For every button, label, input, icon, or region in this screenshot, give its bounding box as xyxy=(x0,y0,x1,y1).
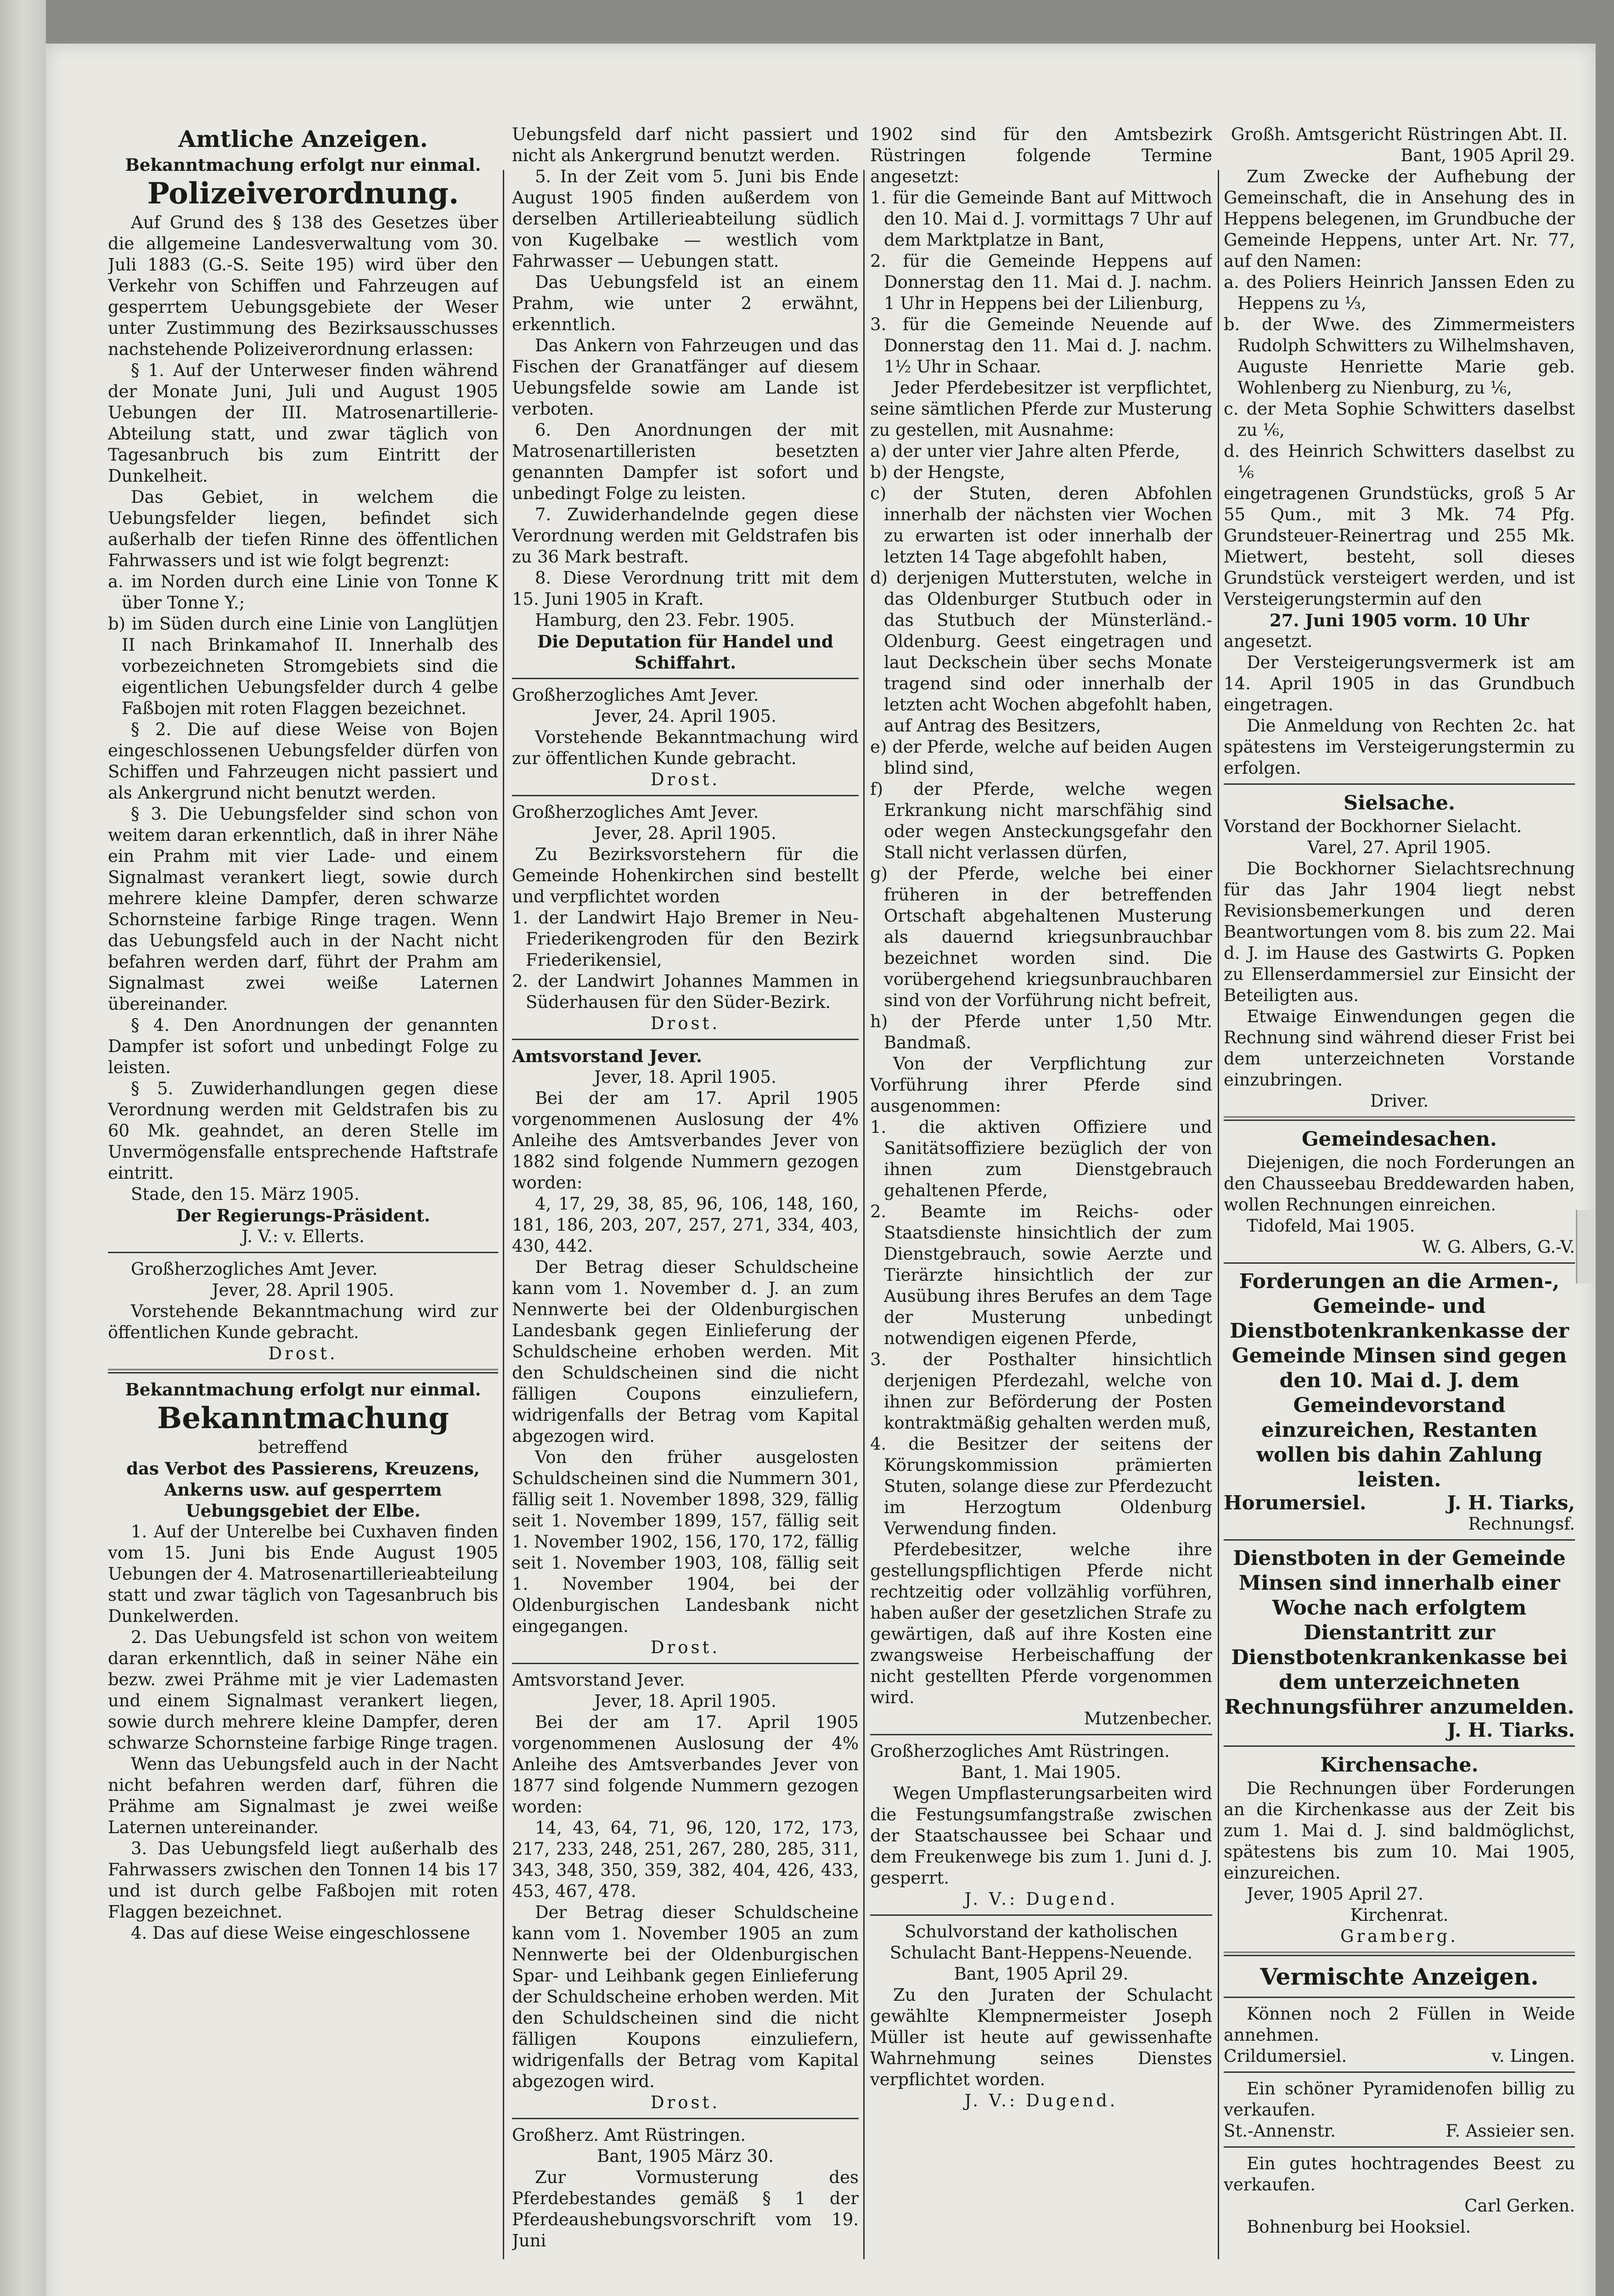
paragraph: Die Bockhorner Sielachtsrechnung für das Jahr 1904 liegt nebst Revisionsbemerkungen und deren Beantwortungen vom 8. bis zum 22. Mai d. J. im Hause des Gastwirts G. Popken zu Ellenserdammersiel zur Einsicht der Beteiligten aus. xyxy=(1224,859,1575,1005)
paragraph: Auf Grund des § 138 des Gesetzes über die allgemeine Landesverwaltung vom 30. Juli 1883 (G.-S. Seite 195) wird über den Verkehr von Schiffen und Fahrzeugen auf gesperrtem Uebungsgebiete der Weser unter Zustimmung des Bezirksausschusses nachstehende Polizeiverordnung erlassen: xyxy=(108,213,498,359)
column-rule xyxy=(1218,170,1219,2259)
paragraph: Das Gebiet, in welchem die Uebungsfelder liegen, befindet sich außerhalb der tiefen Rinne des öffentlichen Fahrwassers und ist wie folgt begrenzt: xyxy=(108,487,498,570)
place: Crildumersiel. xyxy=(1224,2046,1347,2066)
paragraph: Wegen Umpflasterungsarbeiten wird die Festungsumfangstraße zwischen der Staatschaussee bei Schaar und dem Freukenwege bis zum 1. Juni d. J. gesperrt. xyxy=(870,1784,1212,1888)
paragraph: Die Anmeldung von Rechten 2c. hat spätestens im Versteigerungstermin zu erfolgen. xyxy=(1224,716,1575,778)
divider xyxy=(1224,1997,1575,1998)
list-item: d. des Heinrich Schwitters daselbst zu ⅙ xyxy=(1224,441,1575,482)
paragraph: Die Rechnungen über Forderungen an die Kirchenkasse aus der Zeit bis zum 1. Mai d. J. sind baldmöglichst, spätestens bis zum 10. Mai 1905, einzureichen. xyxy=(1224,1778,1575,1883)
divider xyxy=(1224,2071,1575,2073)
paragraph: Von der Verpflichtung zur Vorführung ihrer Pferde sind ausgenommen: xyxy=(870,1054,1212,1116)
paragraph: Etwaige Einwendungen gegen die Rechnung sind während dieser Frist bei dem unterzeichneten Vorstande einzubringen. xyxy=(1224,1007,1575,1090)
notice-tag: Bekanntmachung erfolgt nur einmal. xyxy=(125,155,481,175)
signature: Drost. xyxy=(650,2093,720,2112)
divider xyxy=(1224,1262,1575,1264)
paragraph: § 1. Auf der Unterweser finden während der Monate Juni, Juli und August 1905 Uebungen der III. Matrosenartillerie-Abteilung statt, und zwar täglich von Tagesanbruch bis zum Eintritt der Dunkelheit. xyxy=(108,360,498,486)
date: Jever, 18. April 1905. xyxy=(594,1691,776,1711)
divider xyxy=(1224,1745,1575,1747)
list-item: c) der Stuten, deren Abfohlen innerhalb der nächsten vier Wochen zu erwarten ist oder innerhalb der letzten 14 Tage abgefohlt haben, xyxy=(870,484,1212,567)
list-item: h) der Pferde unter 1,50 Mtr. Bandmaß. xyxy=(870,1012,1212,1052)
paragraph: Bei der am 17. April 1905 vorgenommenen Auslosung der 4% Anleihe des Amtsverbandes Jever von 1882 sind folgende Nummern gezogen worden: xyxy=(512,1088,859,1193)
place-date: Hamburg, den 23. Febr. 1905. xyxy=(535,610,795,630)
paragraph: § 3. Die Uebungsfelder sind schon von weitem daran erkenntlich, daß in ihrer Nähe ein Prahm mit vier Lade- und einem Signalmast verankert liegt, sowie durch mehrere kleine Dampfer, deren schwarze Schornsteine farbige Ringe tragen. Wenn das Uebungsfeld auch in der Nacht nicht befahren werden darf, führt der Prahm am Signalmast zwei weiße Laternen übereinander. xyxy=(108,804,498,1014)
date: Bant, 1. Mai 1905. xyxy=(961,1762,1121,1782)
signature: Gramberg. xyxy=(1340,1926,1459,1946)
date: Bant, 1905 April 29. xyxy=(954,1964,1129,1984)
paragraph: Vorstehende Bekanntmachung wird zur öffentlichen Kunde gebracht. xyxy=(512,727,859,768)
signature: Die Deputation für Handel und Schiffahrt. xyxy=(537,631,833,673)
divider xyxy=(108,1252,498,1253)
section-title: Sielsache. xyxy=(1344,792,1455,815)
paragraph: 5. In der Zeit vom 5. Juni bis Ende August 1905 finden außerdem von derselben Artillerieabteilung südlich von Kugelbake — westlich vom Fahrwasser — Uebungen statt. xyxy=(512,167,859,271)
date: Jever, 28. April 1905. xyxy=(212,1280,394,1300)
signature: J. H. Tiarks. xyxy=(1447,1719,1575,1741)
list-item: a. des Poliers Heinrich Janssen Eden zu Heppens zu ⅓, xyxy=(1224,272,1575,313)
list-item: b) der Hengste, xyxy=(870,462,1006,482)
list-item: g) der Pferde, welche bei einer früheren in der betreffenden Ortschaft abgehaltenen Musterung als dauernd kriegsunbrauchbar bezeichnet worden sind. Die vorübergehend kriegsunbrauchbaren sind von der Vorführung nicht befreit, xyxy=(870,864,1212,1010)
divider xyxy=(108,1369,498,1373)
paragraph: Zu den Juraten der Schulacht gewählte Klempnermeister Joseph Müller ist heute auf gewissenhafte Wahrnehmung seines Dienstes verpflichtet worden. xyxy=(870,1985,1212,2089)
paragraph: Pferdebesitzer, welche ihre gestellungspflichtigen Pferde nicht rechtzeitig oder vollzählig vorführen, haben außer der gesetzlichen Strafe zu gewärtigen, daß auf ihre Kosten eine zwangsweise Herbeischaffung der nicht gestellten Pferde vorgenommen wird. xyxy=(870,1540,1212,1707)
list-item: 2. für die Gemeinde Heppens auf Donnerstag den 11. Mai d. J. nachm. 1 Uhr in Heppens bei der Lilienburg, xyxy=(870,251,1212,313)
number-list: 14, 43, 64, 71, 96, 120, 172, 173, 217, 233, 248, 251, 267, 280, 285, 311, 343, 348, 350, 359, 382, 404, 426, 433, 453, 467, 478. xyxy=(512,1818,859,1901)
list-item: f) der Pferde, welche wegen Erkrankung nicht marschfähig sind oder wegen Ansteckungsgefahr den Stall nicht verlassen dürfen, xyxy=(870,779,1212,862)
divider xyxy=(870,1914,1212,1916)
divider xyxy=(1224,1116,1575,1121)
notice-head: Großherzogliches Amt Rüstringen. xyxy=(870,1741,1170,1761)
ad-signature-row xyxy=(1224,2046,1575,2067)
binding-edge xyxy=(0,0,46,2296)
notice-head: Schulvorstand der katholischen Schulacht Bant-Heppens-Neuende. xyxy=(889,1922,1193,1963)
ad-text: Ein schöner Pyramidenofen billig zu verkaufen. xyxy=(1224,2079,1575,2120)
ad-signature-row xyxy=(1224,2121,1575,2142)
paragraph: Von den früher ausgelosten Schuldscheinen sind die Nummern 301, fällig seit 1. November 1898, 329, fällig seit 1. November 1899, 157, fällig seit 1. November 1902, 156, 170, 172, fällig seit 1. November 1903, 108, fällig seit 1. November 1904, bei der Oldenburgischen Landesbank nicht eingegangen. xyxy=(512,1447,859,1636)
list-item: 1. für die Gemeinde Bant auf Mittwoch den 10. Mai d. J. vormittags 7 Uhr auf dem Marktplatze in Bant, xyxy=(870,188,1212,250)
notice-title: Polizeiverordnung. xyxy=(147,176,459,211)
paragraph: 2. Das Uebungsfeld ist schon von weitem daran erkenntlich, daß in seiner Nähe ein bezw. zwei Prähme mit je vier Lademasten und einem Signalmast verankert liegen, sowie durch mehrere kleine Dampfer, deren schwarze Schornsteine farbige Ringe tragen. xyxy=(108,1627,498,1753)
paragraph: Der Betrag dieser Schuldscheine kann vom 1. November 1905 an zum Nennwerte bei der Oldenburgischen Spar- und Leihbank gegen Einlieferung der Schuldscheine erhoben werden. Mit den Schuldscheinen sind die nicht fälligen Koupons einzuliefern, widrigenfalls der Betrag vom Kapital abgezogen wird. xyxy=(512,1902,859,2091)
notice-head: Großherzogliches Amt Jever. xyxy=(131,1259,378,1279)
notice-head: Großherzogliches Amt Jever. xyxy=(512,685,759,705)
list-item: 2. Beamte im Reichs- oder Staatsdienste hinsichtlich der zum Dienstgebrauch, sowie Aerzte und Tierärzte hinsichtlich der zur Ausübung ihres Berufes an dem Tage der Musterung unbedingt notwendigen eigenen Pferde, xyxy=(870,1202,1212,1348)
section-title: Vermischte Anzeigen. xyxy=(1260,1963,1539,1990)
column-2 xyxy=(512,124,859,2268)
paragraph: § 4. Den Anordnungen der genannten Dampfer ist sofort und unbedingt Folge zu leisten. xyxy=(108,1015,498,1077)
role: Kirchenrat. xyxy=(1350,1905,1449,1925)
signature: Drost. xyxy=(650,1013,720,1033)
page-tab xyxy=(1576,1210,1596,1283)
signature: Carl Gerken. xyxy=(1464,2196,1575,2216)
divider xyxy=(1224,1539,1575,1541)
paragraph: § 5. Zuwiderhandlungen gegen diese Verordnung werden mit Geldstrafen bis zu 60 Mk. geahndet, an deren Stelle im Unvermögensfalle entsprechende Haftstrafe eintritt. xyxy=(108,1079,498,1183)
paragraph: Diejenigen, die noch Forderungen an den Chausseebau Breddewarden haben, wollen Rechnungen einreichen. xyxy=(1224,1153,1575,1215)
paragraph: Vorstehende Bekanntmachung wird zur öffentlichen Kunde gebracht. xyxy=(108,1301,498,1342)
list-item: a) der unter vier Jahre alten Pferde, xyxy=(870,441,1181,461)
paragraph: Zu Bezirksvorstehern für die Gemeinde Hohenkirchen sind bestellt und verpflichtet worden xyxy=(512,844,859,906)
signature: v. Lingen. xyxy=(1491,2046,1575,2066)
signature: W. G. Albers, G.-V. xyxy=(1422,1237,1575,1257)
paragraph: Der Versteigerungsvermerk ist am 14. April 1905 in das Grundbuch eingetragen. xyxy=(1224,653,1575,715)
section-title: Kirchensache. xyxy=(1320,1754,1479,1777)
column-rule xyxy=(863,170,865,2259)
paragraph: Wenn das Uebungsfeld auch in der Nacht nicht befahren werden darf, führen die Prähme am Signalmast je zwei weiße Laternen untereinander. xyxy=(108,1754,498,1837)
number-list: 4, 17, 29, 38, 85, 96, 106, 148, 160, 181, 186, 203, 207, 257, 271, 334, 403, 430, 442. xyxy=(512,1194,859,1256)
notice-head: Großherzogliches Amt Jever. xyxy=(512,802,759,822)
signature-row xyxy=(1224,1492,1575,1514)
ad-text: Ein gutes hochtragendes Beest zu verkaufen. xyxy=(1224,2154,1575,2195)
date: Jever, 18. April 1905. xyxy=(594,1067,776,1087)
paragraph: Uebungsfeld darf nicht passiert und nicht als Ankergrund benutzt werden. xyxy=(512,124,859,165)
paragraph: angesetzt. xyxy=(1224,631,1313,651)
place: Bohnenburg bei Hooksiel. xyxy=(1247,2217,1471,2237)
divider xyxy=(1224,2146,1575,2148)
paragraph: 1. Auf der Unterelbe bei Cuxhaven finden vom 15. Juni bis Ende August 1905 Uebungen der 4. Matrosenartillerieabteilung statt und zwar täglich von Tagesanbruch bis Dunkelwerden. xyxy=(108,1522,498,1626)
paragraph: § 2. Die auf diese Weise von Bojen eingeschlossenen Uebungsfelder dürfen von Schiffen und Fahrzeugen nicht passiert und als Ankergrund nicht benutzt werden. xyxy=(108,720,498,803)
section-title: Amtliche Anzeigen. xyxy=(178,125,428,152)
paragraph: Bei der am 17. April 1905 vorgenommenen Auslosung der 4% Anleihe des Amtsverbandes Jever von 1877 sind folgende Nummern gezogen worden: xyxy=(512,1712,859,1817)
list-item: 4. die Besitzer der seitens der Körungskommission prämierten Stuten, solange diese zur Pferdezucht im Herzogtum Oldenburg Verwendung finden. xyxy=(870,1434,1212,1538)
ad-text: Können noch 2 Füllen in Weide annehmen. xyxy=(1224,2004,1575,2045)
notice-head: Vorstand der Bockhorner Sielacht. xyxy=(1224,816,1522,836)
list-item: e) der Pferde, welche auf beiden Augen blind sind, xyxy=(870,737,1212,778)
paragraph: 7. Zuwiderhandelnde gegen diese Verordnung werden mit Geldstrafen bis zu 36 Mark bestraft. xyxy=(512,505,859,567)
column-4 xyxy=(1224,124,1575,2268)
paragraph: Das Ankern von Fahrzeugen und das Fischen der Granatfänger auf diesem Uebungsfelde sowie am Lande ist verboten. xyxy=(512,336,859,419)
list-item: 1. die aktiven Offiziere und Sanitätsoffiziere bezüglich der von ihnen zum Dienstgebrauch gehaltenen Pferde, xyxy=(870,1117,1212,1200)
notice-subtitle: betreffend xyxy=(258,1437,348,1457)
list-item: b) im Süden durch eine Linie von Langlütjen II nach Brinkamahof II. Innerhalb des vorbezeichneten Stromgebiets sind die eigentlichen Uebungsfelder durch 4 gelbe Faßbojen mit roten Flaggen bezeichnet. xyxy=(108,614,498,718)
paragraph: 6. Den Anordnungen der mit Matrosenartilleristen besetzten genannten Dampfer ist sofort und unbedingt Folge zu leisten. xyxy=(512,420,859,503)
signature: Drost. xyxy=(268,1344,338,1363)
date: Varel, 27. April 1905. xyxy=(1307,838,1491,857)
place-date: Jever, 1905 April 27. xyxy=(1247,1884,1423,1904)
list-item: 3. für die Gemeinde Neuende auf Donnerstag den 11. Mai d. J. nachm. 1½ Uhr in Schaar. xyxy=(870,315,1212,377)
column-rule xyxy=(503,170,504,2259)
date: Jever, 28. April 1905. xyxy=(594,823,776,843)
role: Rechnungsf. xyxy=(1468,1514,1575,1534)
paragraph: 1902 sind für den Amtsbezirk Rüstringen folgende Termine angesetzt: xyxy=(870,124,1212,186)
list-item: b. der Wwe. des Zimmermeisters Rudolph Schwitters zu Wilhelmshaven, Auguste Henriette Marie geb. Wohlenberg zu Nienburg, zu ⅙, xyxy=(1224,315,1575,398)
divider xyxy=(512,2118,859,2119)
signature: J. H. Tiarks, xyxy=(1447,1491,1575,1514)
column-1 xyxy=(108,124,498,2268)
notice-head: Großh. Amtsgericht Rüstringen Abt. II. xyxy=(1231,124,1568,144)
signature: Mutzenbecher. xyxy=(1084,1709,1212,1728)
signature: F. Assieier sen. xyxy=(1445,2121,1575,2141)
signature: J. V.: v. Ellerts. xyxy=(242,1227,365,1246)
list-item: 3. der Posthalter hinsichtlich derjenigen Pferdezahl, welche von ihnen zur Beförderung der Posten kontraktmäßig gehalten werden muß, xyxy=(870,1350,1212,1433)
paragraph: Das Uebungsfeld ist an einem Prahm, wie unter 2 erwähnt, erkenntlich. xyxy=(512,272,859,334)
signature: Drost. xyxy=(650,770,720,789)
paragraph: 8. Diese Verordnung tritt mit dem 15. Juni 1905 in Kraft. xyxy=(512,568,859,609)
section-title: Gemeindesachen. xyxy=(1301,1128,1497,1151)
paragraph: 3. Das Uebungsfeld liegt außerhalb des Fahrwassers zwischen den Tonnen 14 bis 17 und ist durch gelbe Faßbojen mit roten Flaggen bezeichnet. xyxy=(108,1839,498,1922)
divider xyxy=(512,1663,859,1664)
list-item: 1. der Landwirt Hajo Bremer in Neu-Friederikengroden für den Bezirk Friederikensiel, xyxy=(512,908,859,970)
place-date: Stade, den 15. März 1905. xyxy=(131,1184,360,1204)
divider xyxy=(870,1734,1212,1735)
divider xyxy=(1224,1952,1575,1956)
paragraph: eingetragenen Grundstücks, groß 5 Ar 55 Qum., mit 3 Mk. 74 Pfg. Grundsteuer-Reinertrag und 255 Mk. Mietwert, besteht, soll dieses Grundstück versteigert werden, und ist Versteigerungstermin auf den xyxy=(1224,484,1575,609)
list-item: c. der Meta Sophie Schwitters daselbst zu ⅙, xyxy=(1224,399,1575,440)
notice-bold: Dienstboten in der Gemeinde Minsen sind innerhalb einer Woche nach erfolgtem Dienstantritt zur Dienstbotenkrankenkasse bei dem unterzeichneten Rechnungsführer anzumelden. xyxy=(1224,1547,1575,1719)
paragraph: Der Betrag dieser Schuldscheine kann vom 1. November d. J. an zum Nennwerte bei der Oldenburgischen Landesbank gegen Einlieferung der Schuldscheine erhoben werden. Mit den Schuldscheinen sind die nicht fälligen Coupons einzuliefern, widrigenfalls der Betrag vom Kapital abgezogen wird. xyxy=(512,1257,859,1446)
divider xyxy=(512,678,859,679)
date: Bant, 1905 März 30. xyxy=(596,2146,774,2166)
divider xyxy=(512,795,859,796)
paragraph: Zur Vormusterung des Pferdebestandes gemäß § 1 der Pferdeaushebungsvorschrift vom 19. Juni xyxy=(512,2167,859,2251)
divider xyxy=(512,1039,859,1040)
column-3 xyxy=(870,124,1212,2268)
signature: Der Regierungs-Präsident. xyxy=(176,1205,430,1226)
paragraph: Zum Zwecke der Aufhebung der Gemeinschaft, die in Ansehung des in Heppens belegenen, im Grundbuche der Gemeinde Heppens, unter Art. Nr. 77, auf den Namen: xyxy=(1224,167,1575,271)
list-item: a. im Norden durch eine Linie von Tonne K über Tonne Y.; xyxy=(108,572,498,613)
notice-tag: Bekanntmachung erfolgt nur einmal. xyxy=(125,1379,481,1400)
paragraph: 4. Das auf diese Weise eingeschlossene xyxy=(131,1923,470,1943)
notice-head: Amtsvorstand Jever. xyxy=(512,1670,685,1690)
notice-subject: das Verbot des Passierens, Kreuzens, Ankerns usw. auf gesperrtem Uebungsgebiet der Elbe. xyxy=(126,1458,480,1521)
signature: Driver. xyxy=(1370,1091,1429,1111)
date: Jever, 24. April 1905. xyxy=(594,706,776,726)
paragraph: Jeder Pferdebesitzer ist verpflichtet, seine sämtlichen Pferde zur Musterung zu gestellen, mit Ausnahme: xyxy=(870,378,1212,440)
notice-head: Amtsvorstand Jever. xyxy=(512,1046,703,1066)
list-item: 2. der Landwirt Johannes Mammen in Süderhausen für den Süder-Bezirk. xyxy=(512,971,859,1012)
notice-head: Großherz. Amt Rüstringen. xyxy=(512,2125,746,2145)
notice-bold: Forderungen an die Armen-, Gemeinde- und Dienstbotenkrankenkasse der Gemeinde Minsen sind gegen den 10. Mai d. J. dem Gemeindevorstand einzureichen, Restanten wollen bis dahin Zahlung leisten. xyxy=(1230,1270,1569,1491)
signature: J. V.: Dugend. xyxy=(964,1889,1118,1909)
list-item: d) derjenigen Mutterstuten, welche in das Oldenburger Stutbuch oder in das Stutbuch der Münsterländ.-Oldenburg. Geest eingetragen und laut Deckschein über sechs Monate tragend sind oder innerhalb der letzten acht Wochen abgefohlt haben, auf Antrag des Besitzers, xyxy=(870,568,1212,736)
place: St.-Annenstr. xyxy=(1224,2121,1336,2141)
place-date: Tidofeld, Mai 1905. xyxy=(1247,1216,1415,1236)
auction-date: 27. Juni 1905 vorm. 10 Uhr xyxy=(1270,610,1529,630)
date: Bant, 1905 April 29. xyxy=(1400,146,1575,165)
notice-title: Bekanntmachung xyxy=(157,1401,449,1435)
signature: J. V.: Dugend. xyxy=(964,2091,1118,2110)
place: Horumersiel. xyxy=(1224,1491,1367,1514)
signature: Drost. xyxy=(650,1638,720,1657)
divider xyxy=(1224,783,1575,785)
